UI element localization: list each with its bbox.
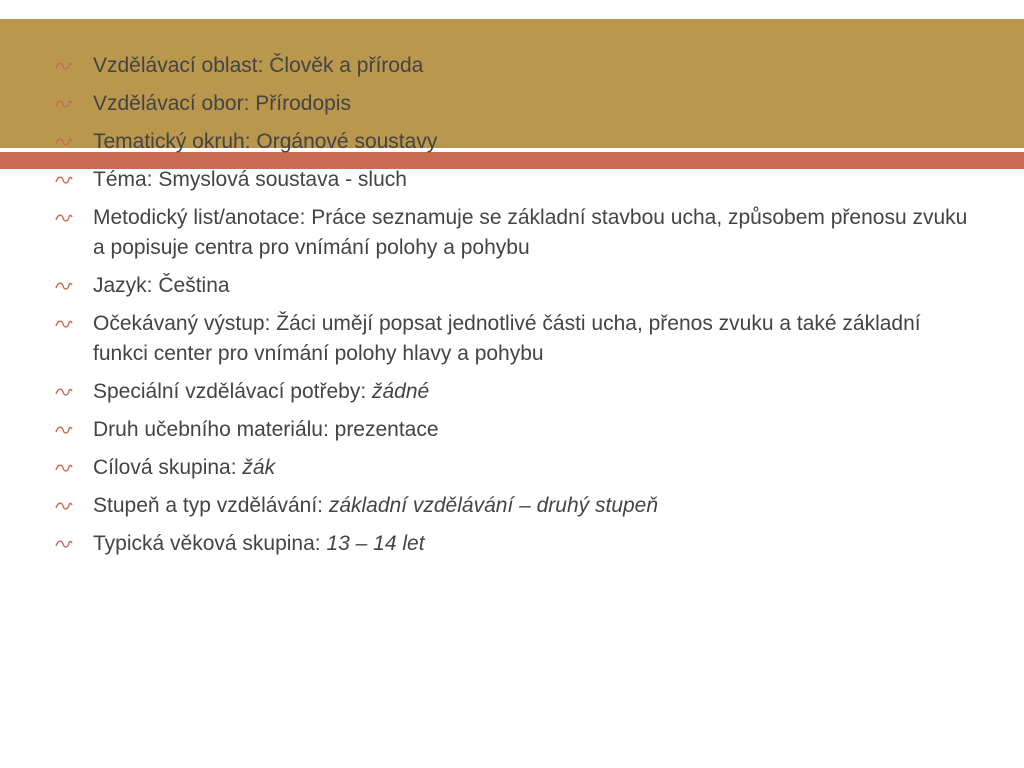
item-label: Typická věková skupina:: [93, 532, 327, 555]
item-value: základní vzdělávání – druhý stupeň: [328, 494, 659, 517]
list-item: [55, 203, 970, 263]
list-item: [55, 271, 970, 301]
item-label: Metodický list/anotace: Práce seznamuje se základní stavbou ucha, způsobem přenosu zvuku a popisuje centra pro vnímání polohy a pohybu: [93, 206, 968, 259]
item-label: Téma: Smyslová soustava - sluch: [93, 168, 407, 191]
item-label: Tematický okruh: Orgánové soustavy: [93, 130, 438, 153]
curl-bullet-icon: [55, 538, 73, 550]
item-value: žádné: [372, 380, 430, 403]
metadata-list: [55, 51, 970, 567]
list-item: [55, 127, 970, 157]
curl-bullet-icon: [55, 386, 73, 398]
list-item: [55, 309, 970, 369]
list-item: [55, 453, 970, 483]
list-item: [55, 377, 970, 407]
curl-bullet-icon: [55, 136, 73, 148]
list-item: [55, 89, 970, 119]
item-label: Vzdělávací oblast: Člověk a příroda: [93, 54, 424, 77]
item-label: Očekávaný výstup: Žáci umějí popsat jednotlivé části ucha, přenos zvuku a také základní funkci center pro vnímání polohy hlavy a pohybu: [93, 312, 921, 365]
curl-bullet-icon: [55, 500, 73, 512]
curl-bullet-icon: [55, 424, 73, 436]
curl-bullet-icon: [55, 212, 73, 224]
list-item: [55, 165, 970, 195]
curl-bullet-icon: [55, 98, 73, 110]
list-item: [55, 491, 970, 521]
item-label: Jazyk: Čeština: [93, 274, 230, 297]
item-label: Speciální vzdělávací potřeby:: [93, 380, 372, 403]
curl-bullet-icon: [55, 174, 73, 186]
list-item: [55, 415, 970, 445]
item-label: Vzdělávací obor: Přírodopis: [93, 92, 351, 115]
list-item: [55, 529, 970, 559]
item-label: Cílová skupina:: [93, 456, 243, 479]
item-label: Druh učebního materiálu: prezentace: [93, 418, 439, 441]
curl-bullet-icon: [55, 318, 73, 330]
curl-bullet-icon: [55, 280, 73, 292]
item-value: 13 – 14 let: [326, 532, 425, 555]
list-item: [55, 51, 970, 81]
item-label: Stupeň a typ vzdělávání:: [93, 494, 329, 517]
curl-bullet-icon: [55, 60, 73, 72]
curl-bullet-icon: [55, 462, 73, 474]
item-value: žák: [242, 456, 276, 479]
